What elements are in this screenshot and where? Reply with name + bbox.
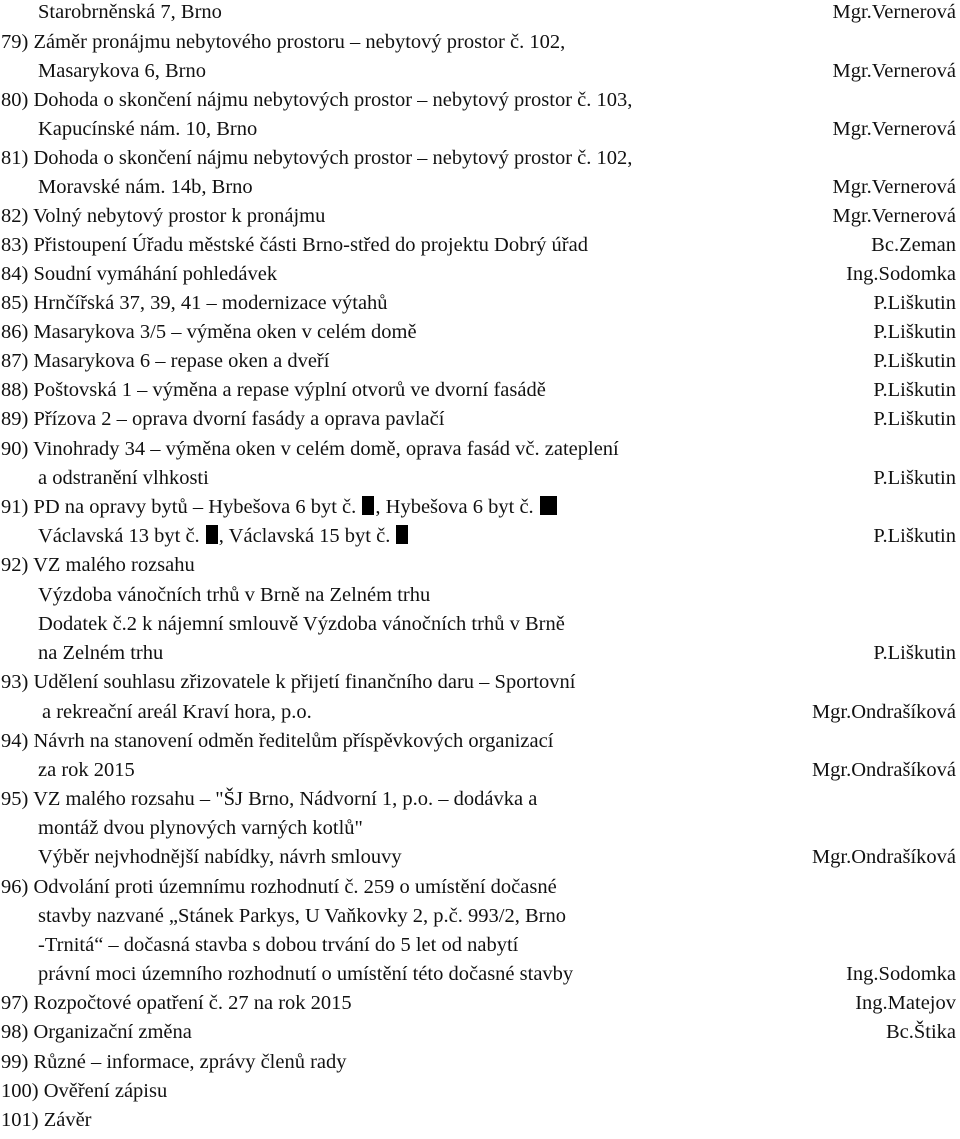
agenda-line <box>0 670 960 699</box>
agenda-line <box>0 0 960 29</box>
agenda-item-text <box>1 1020 192 1044</box>
agenda-item-text <box>1 407 444 431</box>
agenda-text-segment: 97) Rozpočtové opatření č. 27 na rok 2015 <box>1 992 352 1014</box>
agenda-item-text <box>1 495 558 519</box>
agenda-text-segment: za rok 2015 <box>38 759 135 781</box>
agenda-text-segment: 87) Masarykova 6 – repase oken a dveří <box>1 350 330 372</box>
agenda-text-segment: 81) Dohoda o skončení nájmu nebytových prostor – nebytový prostor č. 102, <box>1 147 633 169</box>
agenda-line <box>0 524 960 553</box>
agenda-text-segment: , Hybešova 6 byt č. <box>375 496 539 518</box>
agenda-item-text <box>38 641 163 665</box>
agenda-line <box>0 583 960 612</box>
agenda-line <box>0 1050 960 1079</box>
agenda-assignee: P.Liškutin <box>873 379 956 401</box>
agenda-item-text <box>1 146 632 170</box>
agenda-assignee: P.Liškutin <box>873 525 956 547</box>
agenda-text-segment: 85) Hrnčířská 37, 39, 41 – modernizace výtahů <box>1 292 388 314</box>
agenda-line <box>0 845 960 874</box>
agenda-item-text <box>1 1108 92 1132</box>
agenda-item-text <box>38 583 430 607</box>
agenda-item-text <box>38 59 206 83</box>
agenda-text-segment: Václavská 13 byt č. <box>38 525 205 547</box>
agenda-item-text <box>1 88 632 112</box>
agenda-text-segment: , Václavská 15 byt č. <box>218 525 396 547</box>
agenda-line <box>0 612 960 641</box>
redaction-block <box>206 525 218 544</box>
agenda-line <box>0 787 960 816</box>
agenda-text-segment: Starobrněnská 7, Brno <box>38 1 222 23</box>
agenda-line <box>0 495 960 524</box>
agenda-item-text <box>1 1050 347 1074</box>
agenda-line <box>0 59 960 88</box>
agenda-text-segment: 100) Ověření zápisu <box>1 1080 168 1102</box>
agenda-assignee: Mgr.Vernerová <box>832 118 956 140</box>
agenda-item-text <box>38 845 402 869</box>
agenda-assignee: P.Liškutin <box>873 292 956 314</box>
agenda-item-text <box>42 700 312 724</box>
agenda-text-segment: Kapucínské nám. 10, Brno <box>38 118 258 140</box>
agenda-item-text <box>38 758 135 782</box>
agenda-line <box>0 758 960 787</box>
agenda-text-segment: 83) Přistoupení Úřadu městské části Brno-střed do projektu Dobrý úřad <box>1 234 588 256</box>
agenda-item-text <box>38 962 573 986</box>
agenda-text-segment: Masarykova 6, Brno <box>38 60 206 82</box>
agenda-item-text <box>1 729 553 753</box>
agenda-text-segment: 92) VZ malého rozsahu <box>1 554 195 576</box>
agenda-item-text <box>1 787 537 811</box>
agenda-line <box>0 466 960 495</box>
agenda-text-segment: 86) Masarykova 3/5 – výměna oken v celém domě <box>1 321 417 343</box>
agenda-text-segment: 94) Návrh na stanovení odměn ředitelům příspěvkových organizací <box>1 730 554 752</box>
agenda-text-segment: Moravské nám. 14b, Brno <box>38 176 253 198</box>
agenda-line <box>0 30 960 59</box>
agenda-assignee: Bc.Zeman <box>871 234 956 256</box>
agenda-text-segment: Výzdoba vánočních trhů v Brně na Zelném trhu <box>38 584 431 606</box>
agenda-item-text <box>1 349 329 373</box>
agenda-item-text <box>1 262 277 286</box>
agenda-text-segment: Výběr nejvhodnější nabídky, návrh smlouvy <box>38 846 402 868</box>
agenda-assignee: Mgr.Vernerová <box>832 176 956 198</box>
agenda-text-segment: stavby nazvané „Stánek Parkys, U Vaňkovky 2, p.č. 993/2, Brno <box>38 905 566 927</box>
agenda-line <box>0 320 960 349</box>
agenda-line <box>0 641 960 670</box>
agenda-assignee: Mgr.Ondrašíková <box>811 701 956 723</box>
agenda-text-segment: 98) Organizační změna <box>1 1021 192 1043</box>
agenda-item-text <box>1 875 557 899</box>
agenda-line <box>0 407 960 436</box>
agenda-text-segment: 84) Soudní vymáhání pohledávek <box>1 263 278 285</box>
agenda-assignee: Mgr.Vernerová <box>832 60 956 82</box>
agenda-line <box>0 175 960 204</box>
agenda-text-segment: 89) Přízova 2 – oprava dvorní fasády a oprava pavlačí <box>1 408 445 430</box>
agenda-line <box>0 553 960 582</box>
agenda-assignee: Ing.Sodomka <box>846 963 956 985</box>
agenda-assignee: P.Liškutin <box>873 321 956 343</box>
agenda-item-text <box>1 204 325 228</box>
agenda-item-text <box>1 320 417 344</box>
agenda-line <box>0 349 960 378</box>
agenda-line <box>0 904 960 933</box>
agenda-line <box>0 233 960 262</box>
redaction-block <box>540 496 557 515</box>
agenda-item-text <box>1 291 388 315</box>
agenda-item-text <box>38 466 209 490</box>
agenda-line <box>0 437 960 466</box>
agenda-text-segment: 82) Volný nebytový prostor k pronájmu <box>1 205 326 227</box>
agenda-text-segment: 88) Poštovská 1 – výměna a repase výplní otvorů ve dvorní fasádě <box>1 379 546 401</box>
agenda-item-text <box>38 933 518 957</box>
agenda-assignee: Ing.Sodomka <box>846 263 956 285</box>
agenda-assignee: P.Liškutin <box>873 642 956 664</box>
agenda-text-segment: 90) Vinohrady 34 – výměna oken v celém domě, oprava fasád vč. zateplení <box>1 438 619 460</box>
agenda-text-segment: 99) Různé – informace, zprávy členů rady <box>1 1051 347 1073</box>
agenda-text-segment: 79) Záměr pronájmu nebytového prostoru – nebytový prostor č. 102, <box>1 31 566 53</box>
agenda-line <box>0 146 960 175</box>
agenda-line <box>0 88 960 117</box>
agenda-assignee: P.Liškutin <box>873 350 956 372</box>
agenda-assignee: P.Liškutin <box>873 467 956 489</box>
agenda-assignee: P.Liškutin <box>873 408 956 430</box>
redaction-block <box>362 496 374 515</box>
agenda-line <box>0 875 960 904</box>
agenda-line <box>0 291 960 320</box>
agenda-text-segment: právní moci územního rozhodnutí o umístění této dočasné stavby <box>38 963 574 985</box>
agenda-item-text <box>1 991 352 1015</box>
agenda-text-segment: 101) Závěr <box>1 1109 92 1131</box>
agenda-assignee: Mgr.Ondrašíková <box>811 759 956 781</box>
agenda-line <box>0 816 960 845</box>
agenda-line <box>0 729 960 758</box>
agenda-assignee: Mgr.Ondrašíková <box>811 846 956 868</box>
agenda-item-text <box>1 670 575 694</box>
agenda-text-segment: montáž dvou plynových varných kotlů" <box>38 817 363 839</box>
agenda-text-segment: 80) Dohoda o skončení nájmu nebytových prostor – nebytový prostor č. 103, <box>1 89 633 111</box>
agenda-text-segment: Dodatek č.2 k nájemní smlouvě Výzdoba vánočních trhů v Brně <box>38 613 565 635</box>
agenda-line <box>0 700 960 729</box>
agenda-assignee: Ing.Matejov <box>855 992 956 1014</box>
agenda-line <box>0 991 960 1020</box>
agenda-line <box>0 204 960 233</box>
agenda-line <box>0 117 960 146</box>
agenda-line <box>0 933 960 962</box>
agenda-text-segment: 95) VZ malého rozsahu – "ŠJ Brno, Nádvorní 1, p.o. – dodávka a <box>1 788 538 810</box>
agenda-text-segment: 96) Odvolání proti územnímu rozhodnutí č. 259 o umístění dočasné <box>1 876 557 898</box>
agenda-item-text <box>38 117 257 141</box>
agenda-item-text <box>38 904 566 928</box>
agenda-assignee: Mgr.Vernerová <box>832 1 956 23</box>
agenda-line <box>0 378 960 407</box>
agenda-text-segment: a odstranění vlhkosti <box>38 467 209 489</box>
agenda-line <box>0 962 960 991</box>
redaction-block <box>396 525 408 544</box>
agenda-item-text <box>38 816 363 840</box>
agenda-line <box>0 1020 960 1049</box>
agenda-item-text <box>1 553 195 577</box>
agenda-text-segment: -Trnitá“ – dočasná stavba s dobou trvání do 5 let od nabytí <box>38 934 519 956</box>
agenda-item-text <box>38 524 409 548</box>
agenda-text-segment: 91) PD na opravy bytů – Hybešova 6 byt č. <box>1 496 362 518</box>
agenda-item-text <box>38 612 565 636</box>
agenda-item-text <box>38 0 222 24</box>
agenda-item-text <box>1 378 546 402</box>
agenda-item-text <box>1 437 619 461</box>
agenda-line <box>0 1108 960 1137</box>
agenda-text-segment: na Zelném trhu <box>38 642 164 664</box>
agenda-line <box>0 262 960 291</box>
agenda-assignee: Bc.Štika <box>885 1021 956 1043</box>
agenda-item-text <box>38 175 253 199</box>
agenda-line <box>0 1079 960 1108</box>
agenda-item-text <box>1 30 565 54</box>
agenda-item-text <box>1 233 588 257</box>
agenda-text-segment: a rekreační areál Kraví hora, p.o. <box>42 701 312 723</box>
agenda-item-text <box>1 1079 167 1103</box>
agenda-assignee: Mgr.Vernerová <box>832 205 956 227</box>
agenda-text-segment: 93) Udělení souhlasu zřizovatele k přijetí finančního daru – Sportovní <box>1 671 576 693</box>
